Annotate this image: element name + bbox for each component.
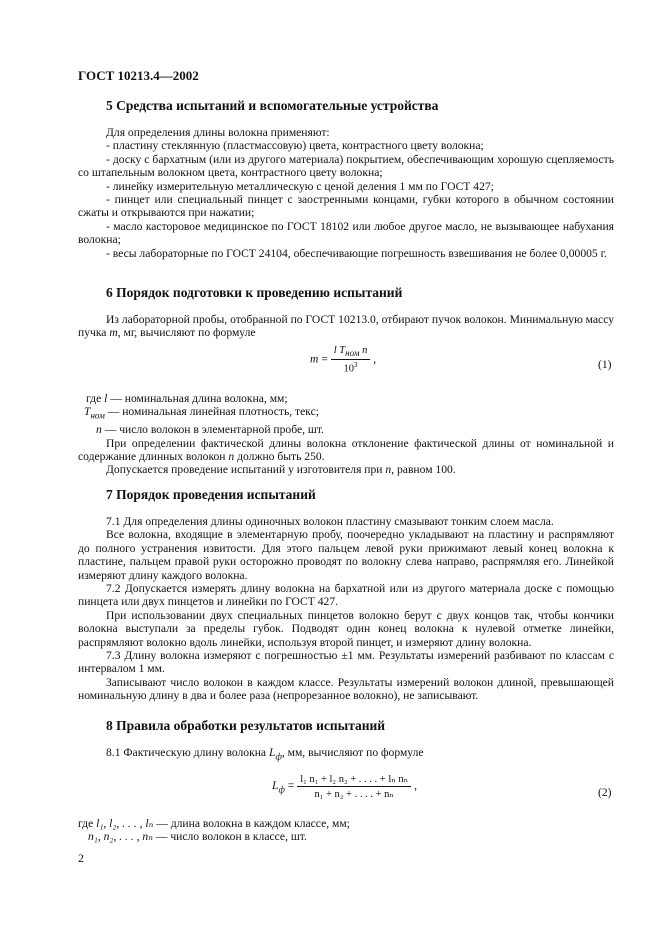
formula-1-lhs: m bbox=[310, 352, 319, 366]
where-prefix: где bbox=[78, 817, 97, 830]
section-6-intro-text: , мг, вычисляют по формуле bbox=[117, 326, 256, 340]
section-7-paragraph: При использовании двух специальных пинцетов волокно берут с двух концов так, чтобы кончики волокна выступали за пределы губок. Подводят один конец волокна к нулевой отметке линейки, распрямляют волокно вдоль линейки, используя второй пинцет, и измеряют длину волокна. bbox=[78, 608, 614, 649]
section-5-line: - линейку измерительную металлическую с ценой деления 1 мм по ГОСТ 427; bbox=[106, 179, 494, 193]
formula-1-num-l: l bbox=[333, 345, 337, 356]
section-8-intro-text: 8.1 Фактическую длину волокна bbox=[106, 746, 269, 759]
section-5-line: Для определения длины волокна применяют: bbox=[106, 126, 330, 139]
formula-2 bbox=[272, 773, 417, 800]
document-header: ГОСТ 10213.4—2002 bbox=[78, 68, 199, 83]
section-8-intro-text: , мм, вычисляют по формуле bbox=[281, 746, 424, 759]
section-7-title: 7 Порядок проведения испытаний bbox=[106, 487, 316, 502]
where-symbol-sub: ном bbox=[90, 410, 105, 421]
section-5-line: - масло касторовое медицинское по ГОСТ 18102 или любое другое масло, не вызывающее набухания волокна; bbox=[78, 219, 614, 247]
section-6-p2-text: Допускается проведение испытаний у изготовителя при bbox=[106, 463, 386, 477]
where-symbol: l bbox=[104, 392, 108, 405]
section-8-title: 8 Правила обработки результатов испытаний bbox=[106, 718, 386, 733]
section-6-title: 6 Порядок подготовки к проведению испытаний bbox=[106, 285, 403, 300]
formula-1-fraction bbox=[331, 345, 371, 375]
section-5-line: - пинцет или специальный пинцет с заостренными концами, губки которого в обычном состоянии сжаты и открываются при нажатии; bbox=[78, 193, 614, 220]
section-8-where bbox=[78, 817, 614, 844]
section-7-paragraph: 7.1 Для определения длины одиночных волокон пластину смазывают тонким слоем масла. bbox=[106, 515, 554, 528]
section-6-p1-text: При определении фактической длины волокна отклонение фактической длины от номинальной и содержание длинных волокон bbox=[78, 436, 614, 463]
var-n: n bbox=[228, 449, 235, 463]
where-text: — номинальная длина волокна, мм; bbox=[107, 392, 288, 405]
section-6-p1-text: должно быть 250. bbox=[234, 449, 325, 463]
where-text: — длина волокна в каждом классе, мм; bbox=[153, 817, 350, 830]
formula-1-tail: , bbox=[373, 352, 377, 366]
formula-1-number: (1) bbox=[598, 358, 612, 371]
section-7-paragraph: Записывают число волокон в каждом классе. Результаты измерений волокон длиной, превышающей номинальную длину в два и более раза (непрорезанное волокно), не записывают. bbox=[78, 675, 614, 703]
formula-1-num-t: T bbox=[339, 345, 346, 356]
where-vars-n: n₁, n₂, . . . , nₙ bbox=[88, 830, 153, 844]
section-5-title: 5 Средства испытаний и вспомогательные устройства bbox=[106, 98, 439, 113]
formula-2-tail: , bbox=[414, 779, 418, 793]
formula-2-numerator: l₁ n₁ + l₂ n₂ + . . . . + lₙ nₙ bbox=[297, 773, 411, 787]
section-5-body bbox=[78, 126, 614, 260]
where-vars-l: l₁, l₂, . . . , lₙ bbox=[96, 817, 154, 830]
where-text: — число волокон в классе, шт. bbox=[152, 830, 307, 844]
formula-2-eq: = bbox=[287, 779, 295, 793]
formula-1-num-n: n bbox=[362, 345, 368, 356]
var-m: m bbox=[109, 326, 118, 340]
var-l: L bbox=[268, 746, 276, 759]
formula-1-num-t-sub: ном bbox=[345, 348, 360, 359]
where-prefix: где bbox=[86, 392, 105, 405]
section-8-intro bbox=[78, 746, 614, 764]
formula-2-lhs: L bbox=[272, 779, 279, 793]
section-6-intro-text: Из лабораторной пробы, отобранной по ГОСТ 10213.0, отбирают пучок волокон. Минимальную массу пучка bbox=[78, 313, 614, 340]
var-l-sub: ф bbox=[275, 751, 282, 762]
formula-1-denominator bbox=[331, 360, 371, 375]
formula-1-den: 10 bbox=[343, 363, 355, 375]
section-6-where bbox=[78, 392, 614, 477]
formula-1 bbox=[310, 345, 376, 375]
where-symbol: n bbox=[96, 423, 102, 437]
section-7-paragraph: 7.3 Длину волокна измеряют с погрешностью ±1 мм. Результаты измерений разбивают по классам с интервалом 1 мм. bbox=[78, 649, 614, 676]
formula-1-eq: = bbox=[321, 352, 328, 366]
where-text: — число волокон в элементарной пробе, шт. bbox=[101, 423, 324, 437]
section-5-line: - пластину стеклянную (пластмассовую) цвета, контрастного цвету волокна; bbox=[106, 139, 484, 153]
section-5-line: - доску с бархатным (или из другого материала) покрытием, обеспечивающим хорошую сцепляемость со штапельным волокном цвета, контрастного цвету волокна; bbox=[78, 152, 614, 180]
var-n: n bbox=[385, 463, 392, 477]
section-5-line: - весы лабораторные по ГОСТ 24104, обеспечивающие погрешность взвешивания не более 0,00005 г. bbox=[106, 246, 607, 260]
formula-1-den-exp: 3 bbox=[354, 361, 358, 370]
formula-2-denominator: n₁ + n₂ + . . . . + nₙ bbox=[314, 789, 394, 800]
where-text: — номинальная линейная плотность, текс; bbox=[104, 405, 319, 419]
formula-2-lhs-sub: ф bbox=[278, 784, 285, 795]
section-7-body bbox=[78, 515, 614, 703]
section-7-paragraph: Все волокна, входящие в элементарную пробу, поочередно укладывают на пластину и распрямляют до полного устранения извитости. Для этого пальцем левой руки прижимают левый конец волокна к пластине, пальцем правой руки осторожно проводят по волокну слева направо, распрямляя его. Линейкой измеряют длину каждого волокна. bbox=[78, 528, 614, 582]
formula-2-number: (2) bbox=[598, 786, 612, 799]
formula-1-numerator bbox=[331, 345, 371, 360]
page-number: 2 bbox=[78, 851, 84, 865]
formula-2-fraction bbox=[297, 773, 411, 800]
where-symbol: T bbox=[84, 405, 91, 419]
section-7-paragraph: 7.2 Допускается измерять длину волокна на бархатной или из другого материала доске с помощью пинцета или двух пинцетов и линейки по ГОСТ 427. bbox=[78, 582, 614, 609]
section-6-intro bbox=[78, 313, 614, 340]
section-6-p2-text: , равном 100. bbox=[391, 463, 456, 477]
